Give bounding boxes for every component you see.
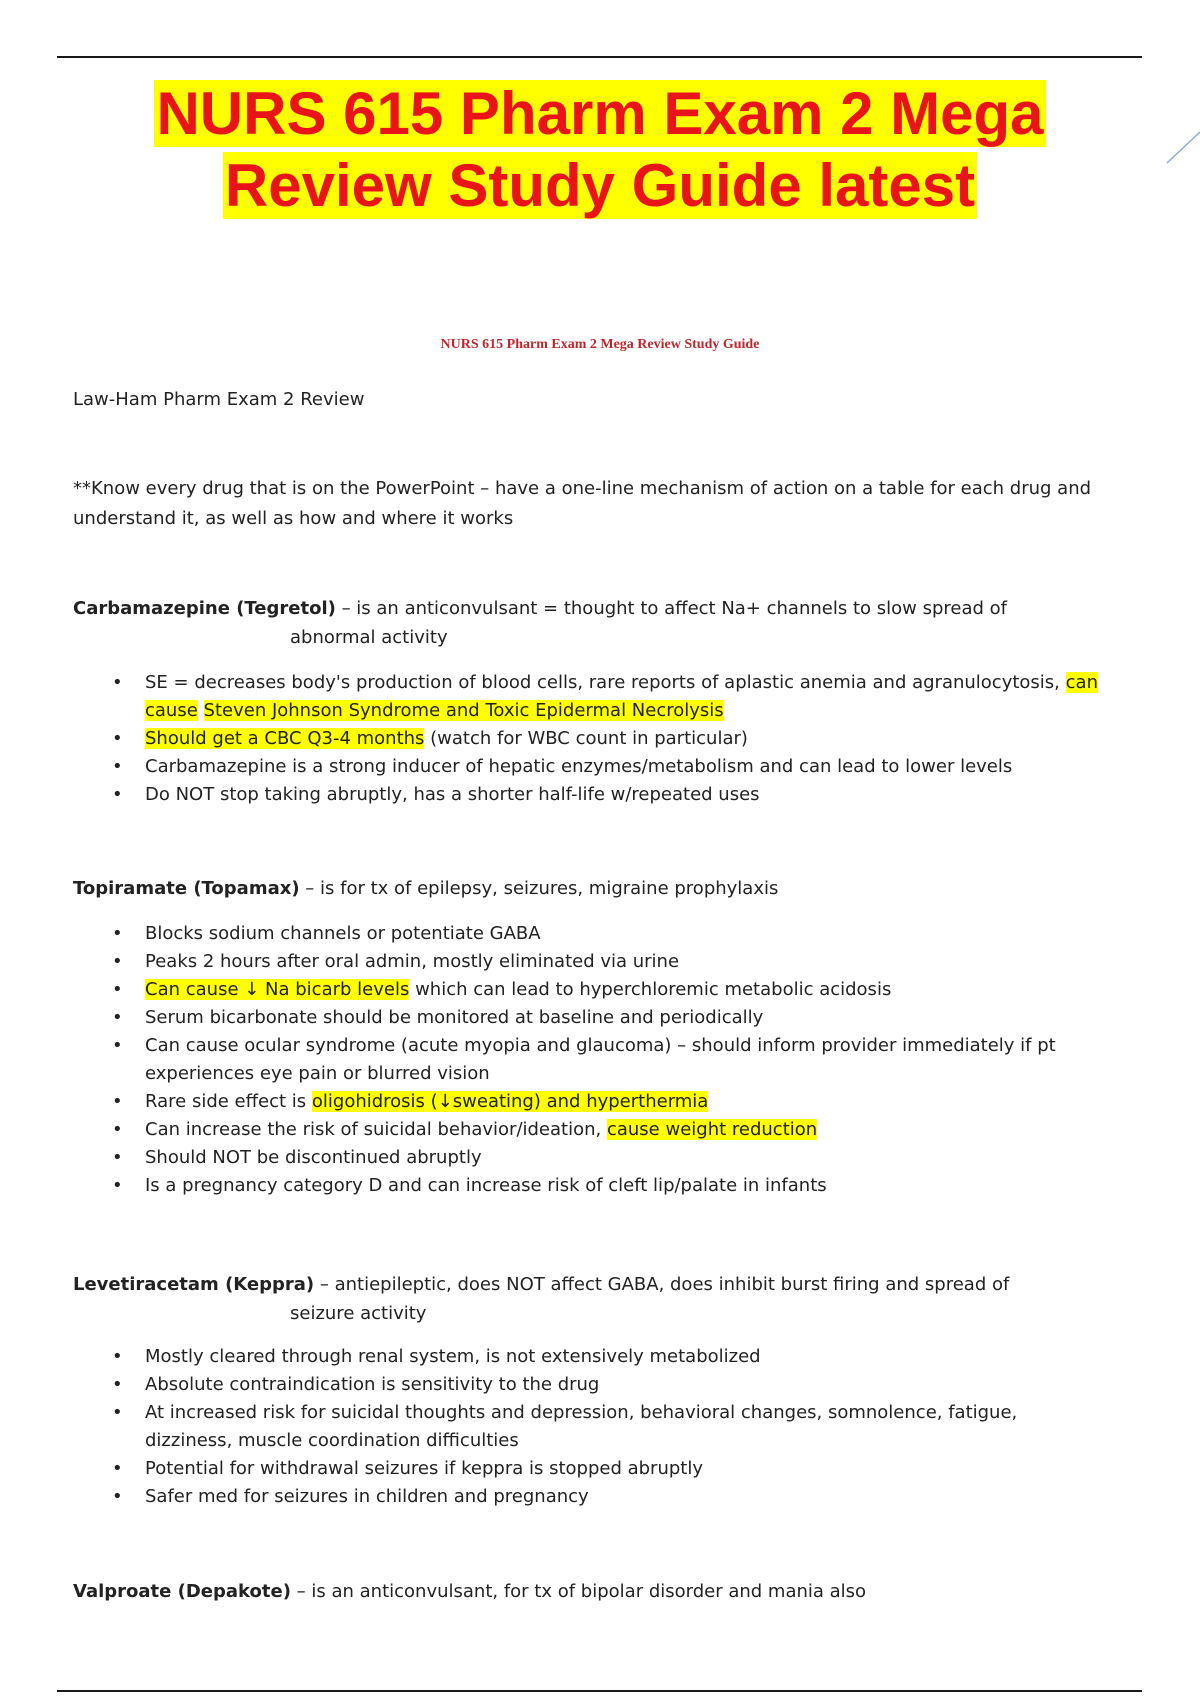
list-item: • At increased risk for suicidal thoughts and depression, behavioral changes, somnolence, fatigue, dizziness, muscle coordination difficulties — [145, 1399, 1105, 1455]
bullet-icon: • — [112, 1374, 123, 1395]
list-item: • Absolute contraindication is sensitivity to the drug — [145, 1371, 1105, 1399]
top-rule — [57, 56, 1142, 58]
bullet-icon: • — [112, 672, 123, 693]
drug-description-continued: seizure activity — [290, 1303, 427, 1324]
drug-description: – is an anticonvulsant, for tx of bipolar disorder and mania also — [290, 1581, 867, 1602]
drug-name: Carbamazepine (Tegretol) — [73, 598, 336, 619]
drug-description: – antiepileptic, does NOT affect GABA, does inhibit burst firing and spread of — [314, 1274, 1010, 1295]
intro-line: Law-Ham Pharm Exam 2 Review — [73, 389, 365, 410]
bullet-icon: • — [112, 1007, 123, 1028]
drug-description: – is an anticonvulsant = thought to affect Na+ channels to slow spread of — [335, 598, 1007, 619]
list-item: • Serum bicarbonate should be monitored at baseline and periodically — [145, 1004, 1105, 1032]
list-item: • Is a pregnancy category D and can increase risk of cleft lip/palate in infants — [145, 1172, 1105, 1200]
levetiracetam-bullet-list — [112, 1343, 1105, 1511]
list-item: • Blocks sodium channels or potentiate GABA — [145, 920, 1105, 948]
list-item: • Mostly cleared through renal system, is not extensively metabolized — [145, 1343, 1105, 1371]
drug-heading-levetiracetam — [73, 1270, 1073, 1328]
bullet-icon: • — [112, 1346, 123, 1367]
carbamazepine-bullet-list — [112, 669, 1105, 809]
list-item: • SE = decreases body's production of blood cells, rare reports of aplastic anemia and agranulocytosis, can cause Steven Johnson Syndrome and Toxic Epidermal Necrolysis — [145, 669, 1105, 725]
bullet-icon: • — [112, 728, 123, 749]
drug-heading-valproate — [73, 1577, 1073, 1606]
bullet-icon: • — [112, 923, 123, 944]
drug-name: Topiramate (Topamax) — [73, 878, 300, 899]
drug-description-continued: abnormal activity — [290, 627, 448, 648]
drug-description: – is for tx of epilepsy, seizures, migraine prophylaxis — [299, 878, 779, 899]
drug-heading-carbamazepine — [73, 594, 1073, 652]
instruction-line-2: understand it, as well as how and where it works — [73, 508, 514, 529]
bullet-icon: • — [112, 951, 123, 972]
page-title — [0, 78, 1200, 222]
list-item: • Can increase the risk of suicidal behavior/ideation, cause weight reduction — [145, 1116, 1105, 1144]
instruction-line-1: **Know every drug that is on the PowerPoint – have a one-line mechanism of action on a table for each drug and — [73, 478, 1092, 499]
bullet-icon: • — [112, 1458, 123, 1479]
instruction-paragraph — [73, 474, 1123, 534]
document-subtitle: NURS 615 Pharm Exam 2 Mega Review Study Guide — [440, 337, 760, 352]
list-item: • Rare side effect is oligohidrosis (↓sweating) and hyperthermia — [145, 1088, 1105, 1116]
bullet-icon: • — [112, 1402, 123, 1423]
bullet-icon: • — [112, 1091, 123, 1112]
drug-name: Valproate (Depakote) — [73, 1581, 291, 1602]
drug-heading-topiramate — [73, 874, 1073, 903]
list-item: • Peaks 2 hours after oral admin, mostly eliminated via urine — [145, 948, 1105, 976]
title-line-2: Review Study Guide latest — [224, 152, 976, 219]
list-item: • Safer med for seizures in children and pregnancy — [145, 1483, 1105, 1511]
title-line-1: NURS 615 Pharm Exam 2 Mega — [156, 80, 1044, 147]
drug-name: Levetiracetam (Keppra) — [73, 1274, 315, 1295]
bullet-icon: • — [112, 784, 123, 805]
list-item: • Should get a CBC Q3-4 months (watch for WBC count in particular) — [145, 725, 1105, 753]
bullet-icon: • — [112, 1486, 123, 1507]
bullet-icon: • — [112, 756, 123, 777]
bullet-icon: • — [112, 979, 123, 1000]
list-item: • Do NOT stop taking abruptly, has a shorter half-life w/repeated uses — [145, 781, 1105, 809]
bullet-icon: • — [112, 1035, 123, 1056]
bottom-rule — [57, 1690, 1142, 1692]
list-item: • Can cause ocular syndrome (acute myopia and glaucoma) – should inform provider immediately if pt experiences eye pain or blurred vision — [145, 1032, 1105, 1088]
topiramate-bullet-list — [112, 920, 1105, 1200]
bullet-icon: • — [112, 1175, 123, 1196]
list-item: • Can cause ↓ Na bicarb levels which can lead to hyperchloremic metabolic acidosis — [145, 976, 1105, 1004]
bullet-icon: • — [112, 1147, 123, 1168]
list-item: • Potential for withdrawal seizures if keppra is stopped abruptly — [145, 1455, 1105, 1483]
list-item: • Should NOT be discontinued abruptly — [145, 1144, 1105, 1172]
list-item: • Carbamazepine is a strong inducer of hepatic enzymes/metabolism and can lead to lower levels — [145, 753, 1105, 781]
bullet-icon: • — [112, 1119, 123, 1140]
